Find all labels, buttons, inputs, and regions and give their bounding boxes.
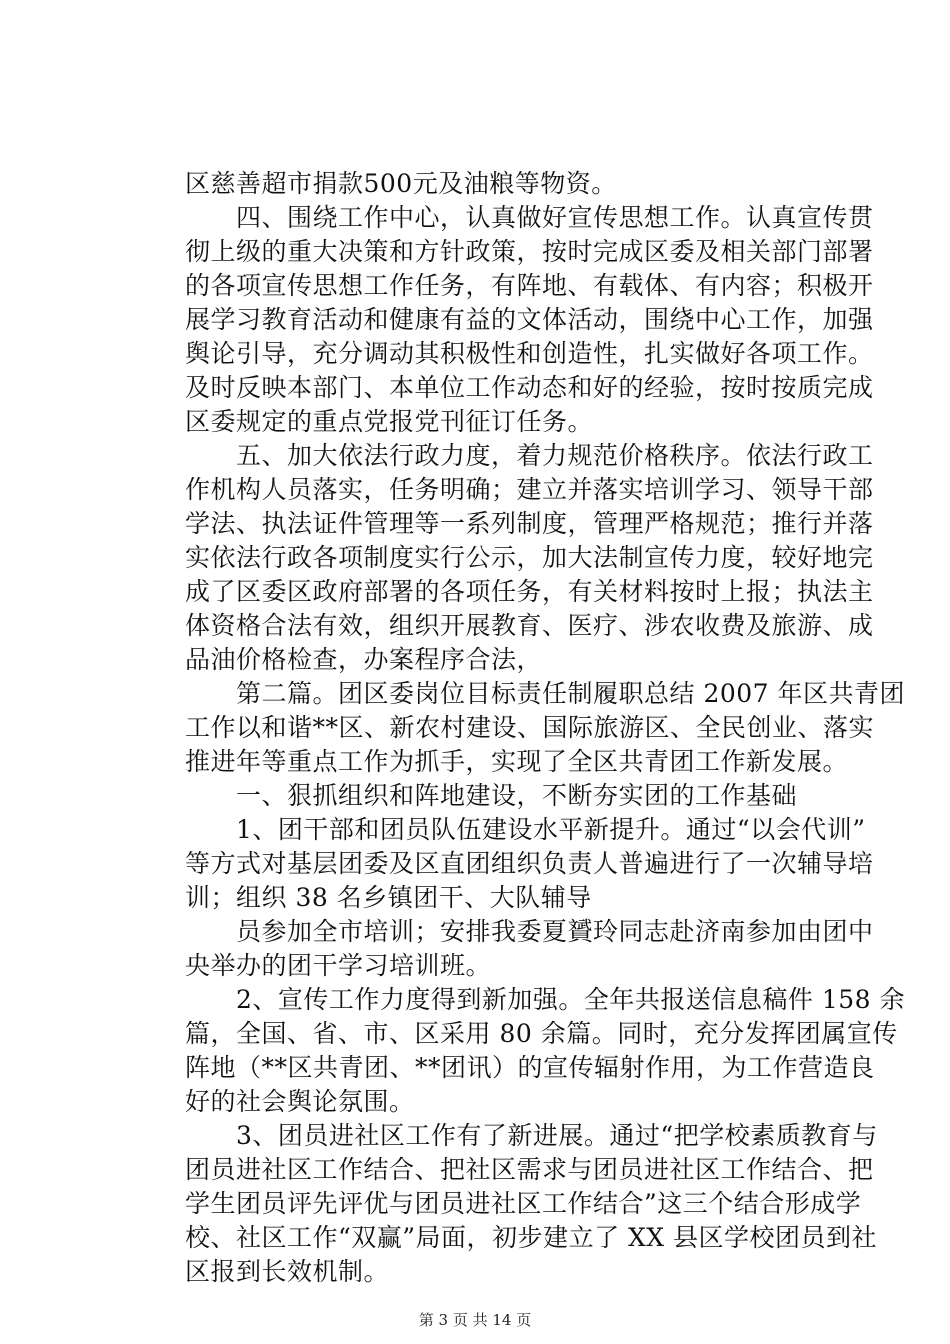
text-line: 校、社区工作“双赢”局面，初步建立了 XX 县区学校团员到社 <box>185 1223 878 1252</box>
text-line: 区慈善超市捐款500元及油粮等物资。 <box>185 169 617 198</box>
text-line: 展学习教育活动和健康有益的文体活动，围绕中心工作，加强 <box>185 305 874 334</box>
text-line: 的各项宣传思想工作任务，有阵地、有载体、有内容；积极开 <box>185 271 874 300</box>
text-line: 学生团员评先评优与团员进社区工作结合”这三个结合形成学 <box>185 1189 862 1218</box>
text-line: 团员进社区工作结合、把社区需求与团员进社区工作结合、把 <box>185 1155 874 1184</box>
text-line: 工作以和谐**区、新农村建设、国际旅游区、全民创业、落实 <box>185 713 875 742</box>
text-line: 好的社会舆论氛围。 <box>185 1087 415 1116</box>
text-line: 推进年等重点工作为抓手，实现了全区共青团工作新发展。 <box>185 747 849 776</box>
text-line: 一、狠抓组织和阵地建设，不断夯实团的工作基础 <box>185 781 798 810</box>
text-line: 阵地（**区共青团、**团讯）的宣传辐射作用，为工作营造良 <box>185 1053 875 1082</box>
text-line: 四、围绕工作中心，认真做好宣传思想工作。认真宣传贯 <box>185 203 874 232</box>
text-line: 及时反映本部门、本单位工作动态和好的经验，按时按质完成 <box>185 373 874 402</box>
text-line: 训；组织 38 名乡镇团干、大队辅导 <box>185 883 592 912</box>
text-line: 第二篇。团区委岗位目标责任制履职总结 2007 年区共青团 <box>185 679 906 708</box>
text-line: 品油价格检查，办案程序合法， <box>185 645 543 674</box>
text-line: 3、团员进社区工作有了新进展。通过“把学校素质教育与 <box>185 1121 878 1150</box>
text-line: 体资格合法有效，组织开展教育、医疗、涉农收费及旅游、成 <box>185 611 874 640</box>
text-line: 成了区委区政府部署的各项任务，有关材料按时上报；执法主 <box>185 577 874 606</box>
text-line: 员参加全市培训；安排我委夏贇玲同志赴济南参加由团中 <box>185 917 874 946</box>
text-line: 等方式对基层团委及区直团组织负责人普遍进行了一次辅导培 <box>185 849 874 878</box>
text-line: 区报到长效机制。 <box>185 1257 390 1286</box>
text-line: 篇，全国、省、市、区采用 80 余篇。同时，充分发挥团属宣传 <box>185 1019 898 1048</box>
text-line: 学法、执法证件管理等一系列制度，管理严格规范；推行并落 <box>185 509 874 538</box>
text-line: 作机构人员落实，任务明确；建立并落实培训学习、领导干部 <box>185 475 874 504</box>
text-line: 实依法行政各项制度实行公示，加大法制宣传力度，较好地完 <box>185 543 874 572</box>
text-line: 央举办的团干学习培训班。 <box>185 951 492 980</box>
text-line: 2、宣传工作力度得到新加强。全年共报送信息稿件 158 余 <box>185 985 906 1014</box>
text-line: 五、加大依法行政力度，着力规范价格秩序。依法行政工 <box>185 441 874 470</box>
page-number-footer: 第 3 页 共 14 页 <box>418 1311 532 1329</box>
text-line: 彻上级的重大决策和方针政策，按时完成区委及相关部门部署 <box>185 237 874 266</box>
text-line: 1、团干部和团员队伍建设水平新提升。通过“以会代训” <box>185 815 866 844</box>
text-line: 舆论引导，充分调动其积极性和创造性，扎实做好各项工作。 <box>185 339 874 368</box>
text-line: 区委规定的重点党报党刊征订任务。 <box>185 407 594 436</box>
